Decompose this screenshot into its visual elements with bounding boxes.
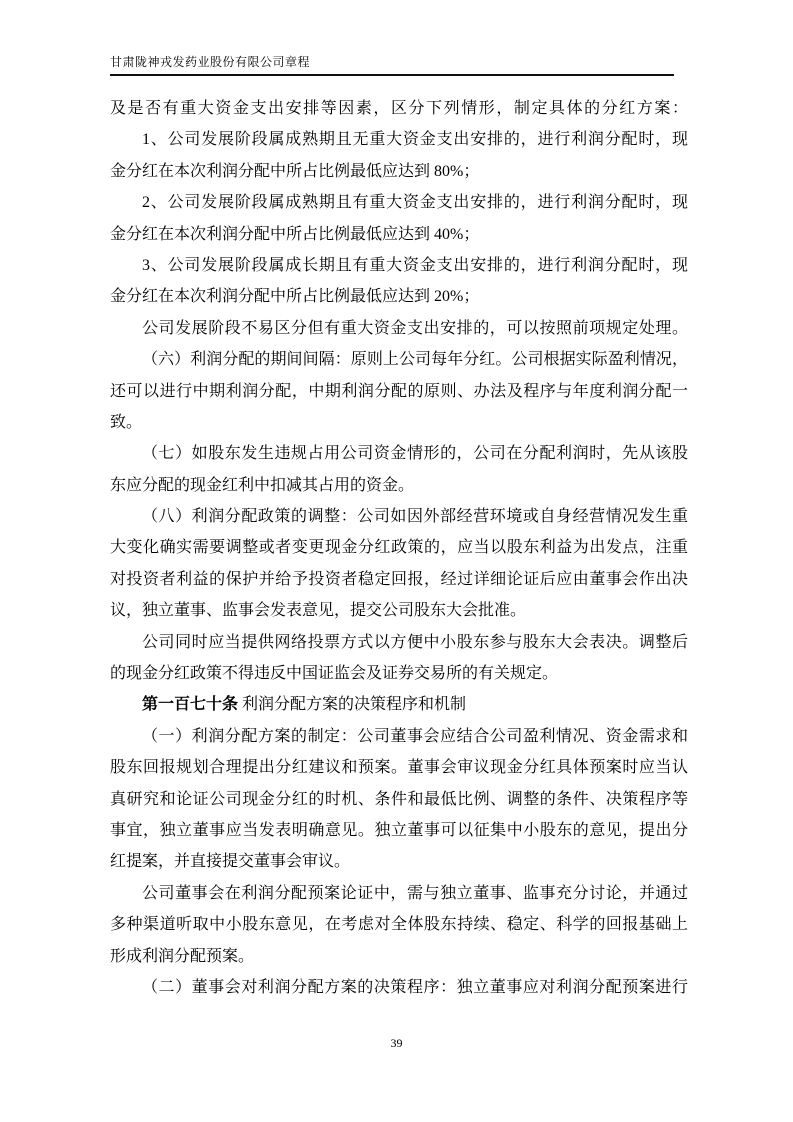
article-number: 第一百七十条 [142, 696, 239, 714]
line-text: 3、公司发展阶段属成长期且有重大资金支出安排的，进行利润分配时，现 [142, 256, 688, 274]
text-line [110, 187, 688, 218]
line-text: 事宜，独立董事应当发表明确意见。独立董事可以征集中小股东的意见，提出分 [110, 821, 688, 839]
line-text: 股东回报规划合理提出分红建议和预案。董事会审议现金分红具体预案时应当认 [110, 759, 688, 777]
line-text: 的现金分红政策不得违反中国证监会及证券交易所的有关规定。 [110, 665, 559, 683]
line-text: 公司同时应当提供网络投票方式以方便中小股东参与股东大会表决。调整后 [142, 633, 688, 651]
article-heading-text: 利润分配方案的决策程序和机制 [238, 696, 467, 714]
text-line [110, 784, 688, 815]
text-line [110, 658, 688, 689]
line-text: 及是否有重大资金支出安排等因素，区分下列情形，制定具体的分红方案： [110, 100, 688, 117]
line-text: 议，独立董事、监事会发表意见，提交公司股东大会批准。 [110, 602, 527, 620]
line-text: 形成利润分配预案。 [110, 947, 255, 965]
document-body [110, 93, 688, 1003]
text-line [110, 344, 688, 375]
text-line [110, 532, 688, 563]
text-line [110, 941, 688, 972]
text-line [110, 93, 688, 124]
text-line [110, 376, 688, 407]
text-line [110, 438, 688, 469]
text-line [110, 407, 688, 438]
line-text: 1、公司发展阶段属成熟期且无重大资金支出安排的，进行利润分配时，现 [142, 131, 688, 149]
page-footer [0, 1036, 793, 1051]
text-line [110, 972, 688, 1003]
text-line [110, 219, 688, 250]
text-line [110, 313, 688, 344]
text-line [110, 721, 688, 752]
text-line [110, 878, 688, 909]
text-line [110, 815, 688, 846]
line-text: 大变化确实需要调整或者变更现金分红政策的，应当以股东利益为出发点，注重 [110, 539, 688, 557]
line-text: 对投资者利益的保护并给予投资者稳定回报，经过详细论证后应由董事会作出决 [110, 570, 688, 588]
text-line [110, 156, 688, 187]
line-text: 2、公司发展阶段属成熟期且有重大资金支出安排的，进行利润分配时，现 [142, 194, 688, 212]
line-text: 多种渠道听取中小股东意见，在考虑对全体股东持续、稳定、科学的回报基础上 [110, 916, 688, 934]
charter-title: 甘肃陇神戎发药业股份有限公司章程 [110, 55, 311, 69]
page-number: 39 [390, 1036, 403, 1050]
line-text: 东应分配的现金红利中扣减其占用的资金。 [110, 476, 415, 494]
line-text: 金分红在本次利润分配中所占比例最低应达到 40%； [110, 225, 480, 243]
line-text: 公司董事会在利润分配预案论证中，需与独立董事、监事充分讨论，并通过 [142, 884, 688, 902]
line-text: （一）利润分配方案的制定：公司董事会应结合公司盈利情况、资金需求和 [142, 727, 688, 745]
line-text: 真研究和论证公司现金分红的时机、条件和最低比例、调整的条件、决策程序等 [110, 790, 688, 808]
text-line [110, 846, 688, 877]
line-text: （二）董事会对利润分配方案的决策程序：独立董事应对利润分配预案进行 [142, 978, 688, 996]
text-line [110, 470, 688, 501]
line-text: （七）如股东发生违规占用公司资金情形的，公司在分配利润时，先从该股 [142, 445, 688, 463]
line-text: 公司发展阶段不易区分但有重大资金支出安排的，可以按照前项规定处理。 [142, 319, 688, 337]
line-text: 红提案，并直接提交董事会审议。 [110, 853, 351, 871]
text-line [110, 627, 688, 658]
line-text: 金分红在本次利润分配中所占比例最低应达到 20%； [110, 288, 480, 306]
page-header [110, 53, 674, 76]
article-heading-line [110, 689, 688, 720]
text-line [110, 250, 688, 281]
text-line [110, 595, 688, 626]
line-text: （六）利润分配的期间间隔：原则上公司每年分红。公司根据实际盈利情况， [142, 351, 688, 369]
text-line [110, 501, 688, 532]
text-line [110, 564, 688, 595]
text-line [110, 281, 688, 312]
line-text: 致。 [110, 413, 143, 431]
text-line [110, 752, 688, 783]
text-line [110, 909, 688, 940]
line-text: 还可以进行中期利润分配，中期利润分配的原则、办法及程序与年度利润分配一 [110, 382, 688, 400]
text-line [110, 124, 688, 155]
line-text: （八）利润分配政策的调整：公司如因外部经营环境或自身经营情况发生重 [142, 508, 688, 526]
line-text: 金分红在本次利润分配中所占比例最低应达到 80%； [110, 162, 480, 180]
